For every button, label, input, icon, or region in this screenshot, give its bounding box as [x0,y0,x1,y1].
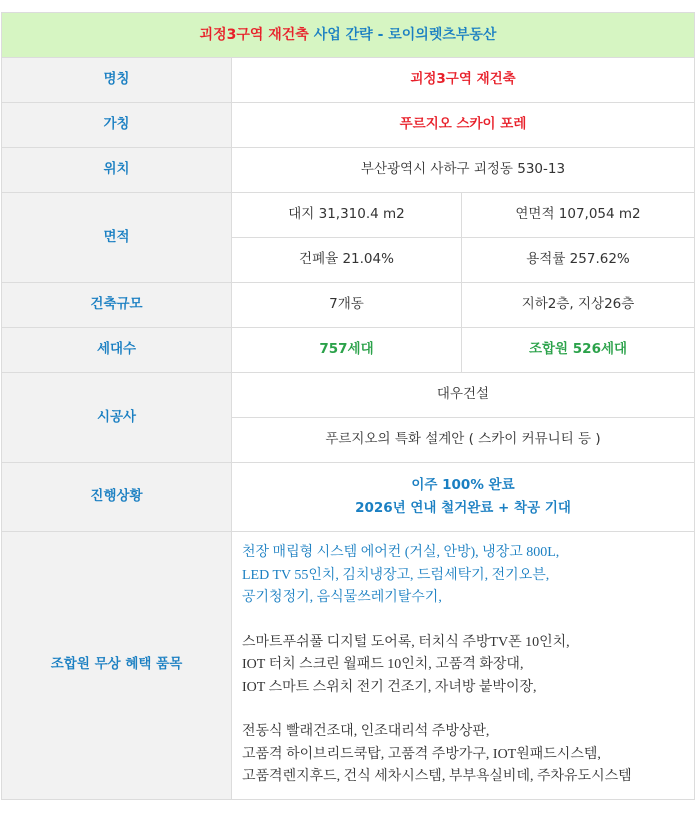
label-status: 진행상황 [2,463,232,532]
benefits-list [232,532,695,800]
value-floor-area-ratio: 용적률 257.62% [462,238,695,283]
label-scale: 건축규모 [2,283,232,328]
value-floor-area: 연면적 107,054 m2 [462,193,695,238]
value-member-households: 조합원 526세대 [462,328,695,373]
value-land-area: 대지 31,310.4 m2 [232,193,462,238]
value-status [232,463,695,532]
value-builder-company: 대우건설 [232,373,695,418]
value-total-households: 757세대 [232,328,462,373]
value-coverage-ratio: 건폐율 21.04% [232,238,462,283]
label-area: 면적 [2,193,232,283]
value-alias: 푸르지오 스카이 포레 [232,103,695,148]
benefit-line: 전동식 빨래건조대, 인조대리석 주방상판, [242,724,490,739]
spacer [242,610,684,632]
label-name: 명칭 [2,58,232,103]
benefit-line: IOT 스마트 스위치 전기 건조기, 자녀방 붙박이장, [242,679,537,695]
label-benefits: 조합원 무상 혜택 품목 [2,532,232,800]
label-builder: 시공사 [2,373,232,463]
value-builder-design: 푸르지오의 특화 설계안 ( 스카이 커뮤니티 등 ) [232,418,695,463]
value-name: 괴정3구역 재건축 [232,58,695,103]
benefit-line: LED TV 55인치, 김치냉장고, 드럼세탁기, 전기오븐, [242,567,550,583]
benefit-line: IOT 터치 스크린 월패드 10인치, 고품격 화장대, [242,657,524,672]
label-location: 위치 [2,148,232,193]
label-alias: 가칭 [2,103,232,148]
status-line-1: 이주 100% 완료 [411,477,515,493]
benefit-line: 고품격 하이브리드쿡탑, 고품격 주방가구, IOT원패드시스템, [242,746,601,762]
status-line-2: 2026년 연내 철거완료 + 착공 기대 [355,500,571,516]
benefit-line: 공기청정기, 음식물쓰레기탈수기, [242,590,442,605]
value-buildings: 7개동 [232,283,462,328]
title-project-name: 괴정3구역 재건축 [199,26,309,43]
title-subtitle: 사업 간략 - 로이의렛츠부동산 [313,26,497,43]
table-title [2,13,695,58]
benefit-line: 천장 매립형 시스템 에어컨 (거실, 안방), 냉장고 800L, [242,545,560,560]
value-floors: 지하2층, 지상26층 [462,283,695,328]
spacer [242,699,684,721]
benefit-line: 고품격렌지후드, 건식 세차시스템, 부부욕실비데, 주차유도시스템 [242,769,632,784]
benefit-line: 스마트푸쉬풀 디지털 도어록, 터치식 주방TV폰 10인치, [242,634,570,650]
label-households: 세대수 [2,328,232,373]
summary-table [1,12,695,800]
value-location: 부산광역시 사하구 괴정동 530-13 [232,148,695,193]
project-summary [1,12,694,800]
